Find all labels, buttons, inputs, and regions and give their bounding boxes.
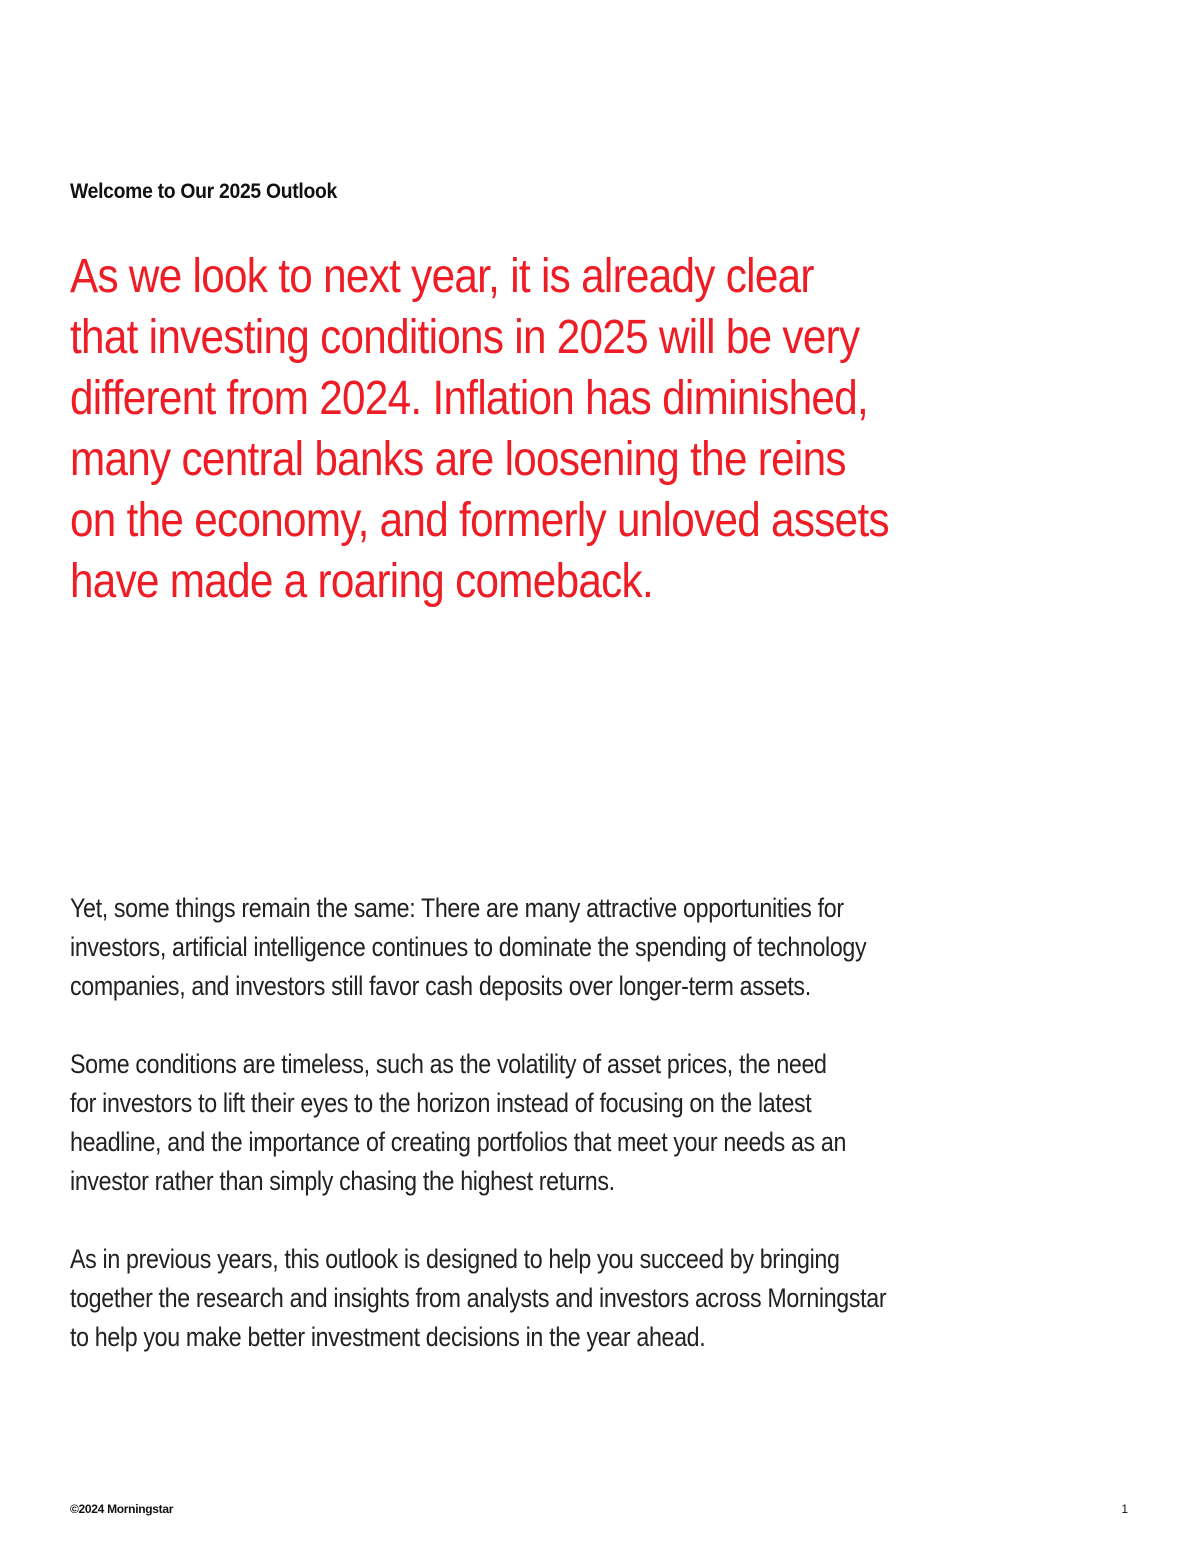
lede-line: that investing conditions in 2025 will be very [70,311,860,364]
body-paragraph-3 [70,1240,1016,1357]
body-line: Yet, some things remain the same: There are many attractive opportunities for [70,893,844,923]
body-line: Some conditions are timeless, such as the volatility of asset prices, the need [70,1049,827,1079]
footer-page-number: 1 [1121,1502,1128,1516]
section-kicker: Welcome to Our 2025 Outlook [70,180,338,203]
lede-line: many central banks are loosening the reins [70,433,846,486]
body-line: companies, and investors still favor cash deposits over longer-term assets. [70,971,811,1001]
body-line: investor rather than simply chasing the highest returns. [70,1166,615,1196]
body-paragraph-2 [70,1045,1016,1201]
lede-line: As we look to next year, it is already clear [70,250,814,303]
body-line: to help you make better investment decisions in the year ahead. [70,1322,706,1352]
lede-line: different from 2024. Inflation has diminished, [70,372,869,425]
body-line: investors, artificial intelligence continues to dominate the spending of technology [70,932,867,962]
lede-line: have made a roaring comeback. [70,555,654,608]
body-paragraph-1 [70,889,1016,1006]
body-text [70,889,1016,1396]
lede-line: on the economy, and formerly unloved assets [70,494,889,547]
body-line: headline, and the importance of creating portfolios that meet your needs as an [70,1127,847,1157]
footer-copyright: ©2024 Morningstar [70,1502,174,1516]
body-line: for investors to lift their eyes to the horizon instead of focusing on the latest [70,1088,812,1118]
lede-heading [70,246,985,612]
body-line: together the research and insights from analysts and investors across Morningstar [70,1283,887,1313]
body-line: As in previous years, this outlook is designed to help you succeed by bringing [70,1244,840,1274]
